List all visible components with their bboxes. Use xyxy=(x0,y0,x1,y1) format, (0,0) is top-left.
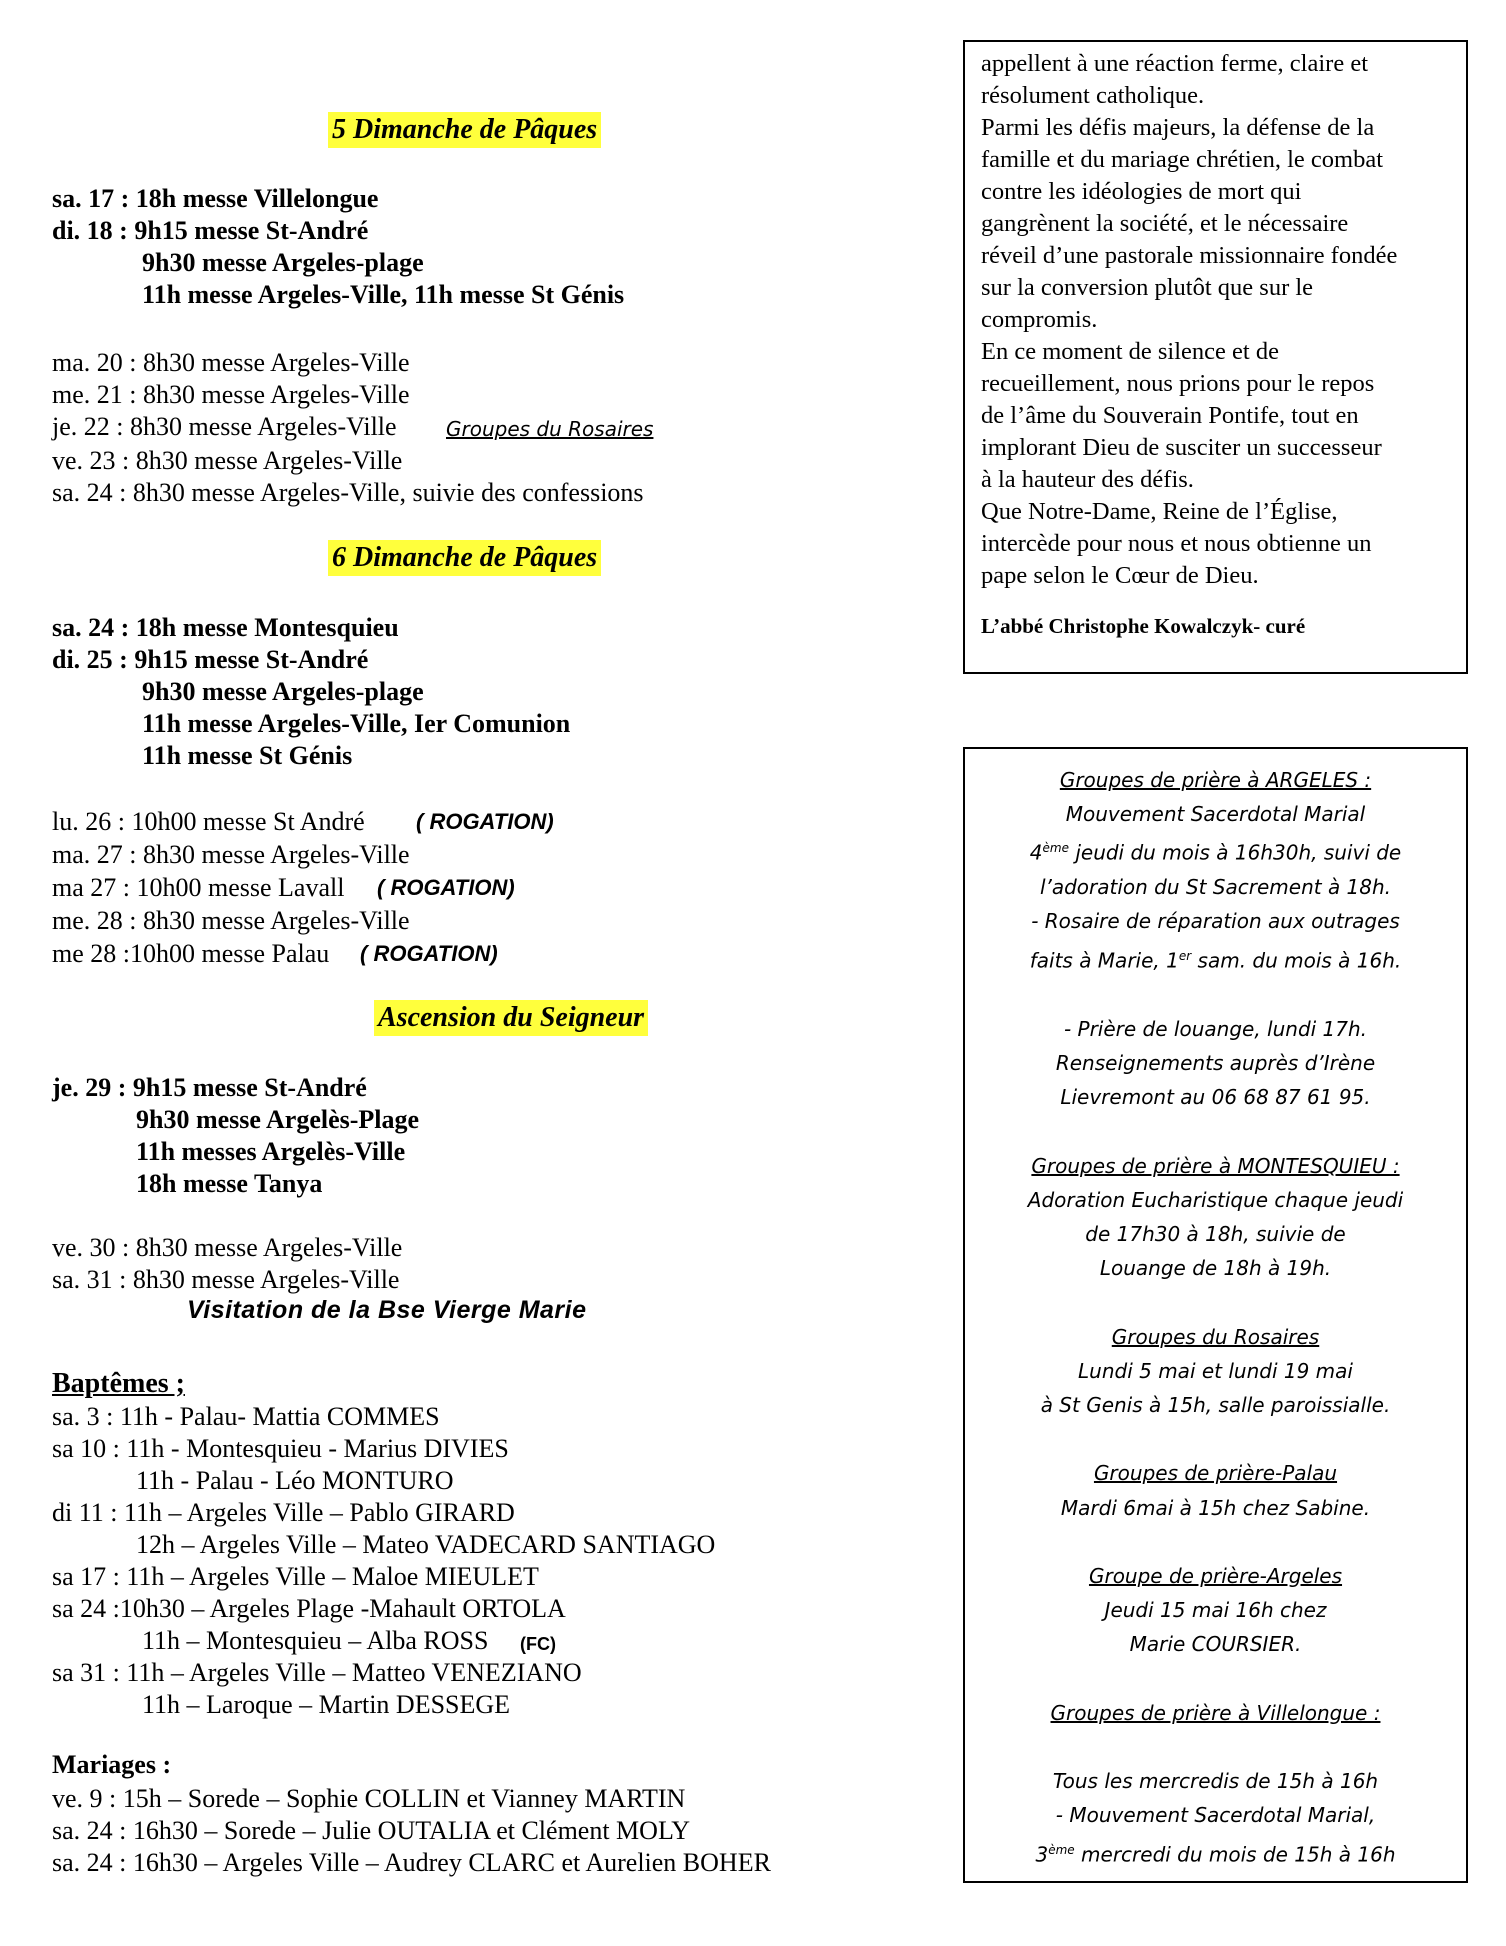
prayer-line: Jeudi 15 mai 16h chez xyxy=(1104,1598,1327,1623)
fc-note: (FC) xyxy=(520,1634,556,1654)
letter-line: implorant Dieu de susciter un successeur xyxy=(981,434,1382,461)
letter-box xyxy=(963,40,1468,674)
weekday-line: me 28 :10h00 messe Palau xyxy=(52,939,330,968)
prayer-line: l’adoration du St Sacrement à 18h. xyxy=(1039,875,1392,900)
prayer-line: Marie COURSIER. xyxy=(1129,1632,1302,1657)
prayer-line: Lundi 5 mai et lundi 19 mai xyxy=(1078,1358,1353,1383)
baptism-line: sa 24 :10h30 – Argeles Plage -Mahault ORTOLA xyxy=(52,1594,566,1623)
mass-line: 9h30 messe Argeles-plage xyxy=(142,248,424,277)
letter-line: contre les idéologies de mort qui xyxy=(981,178,1302,205)
weekday-line: ma 27 : 10h00 messe Lavall xyxy=(52,873,345,902)
marriage-line: sa. 24 : 16h30 – Sorede – Julie OUTALIA et Clément MOLY xyxy=(52,1816,691,1845)
prayer-line: - Mouvement Sacerdotal Marial, xyxy=(1055,1803,1376,1828)
letter-line: résolument catholique. xyxy=(981,82,1205,109)
baptism-line: di 11 : 11h – Argeles Ville – Pablo GIRARD xyxy=(52,1498,515,1527)
letter-line: gangrènent la société, et le nécessaire xyxy=(981,210,1349,237)
weekday-line: sa. 24 : 8h30 messe Argeles-Ville, suivie des confessions xyxy=(52,478,644,507)
letter-line: de l’âme du Souverain Pontife, tout en xyxy=(981,402,1359,429)
mass-line: 11h messes Argelès-Ville xyxy=(136,1137,406,1166)
prayer-line: Louange de 18h à 19h. xyxy=(1099,1256,1332,1281)
baptisms-heading: Baptêmes ; xyxy=(52,1368,185,1399)
mass-line: sa. 24 : 18h messe Montesquieu xyxy=(52,613,399,642)
letter-line: Que Notre-Dame, Reine de l’Église, xyxy=(981,498,1338,525)
mass-line: 11h messe Argeles-Ville, Ier Comunion xyxy=(142,709,571,738)
rosary-note: Groupes du Rosaires xyxy=(446,417,654,441)
heading-easter6: 6 Dimanche de Pâques xyxy=(328,540,601,576)
letter-line: appellent à une réaction ferme, claire et xyxy=(981,50,1369,77)
rogation-note: ( ROGATION) xyxy=(360,941,498,966)
letter-line: recueillement, nous prions pour le repos xyxy=(981,370,1375,397)
weekday-line: ma. 27 : 8h30 messe Argeles-Ville xyxy=(52,840,410,869)
marriages-heading: Mariages : xyxy=(52,1750,172,1779)
prayer-line: Tous les mercredis de 15h à 16h xyxy=(1052,1769,1379,1794)
mass-line: di. 18 : 9h15 messe St-André xyxy=(52,216,369,245)
weekday-line: me. 21 : 8h30 messe Argeles-Ville xyxy=(52,380,410,409)
prayer-group-title: Groupe de prière-Argeles xyxy=(1088,1563,1343,1588)
weekday-line: me. 28 : 8h30 messe Argeles-Ville xyxy=(52,906,410,935)
prayer-group-title: Groupes de prière à MONTESQUIEU : xyxy=(1031,1153,1400,1178)
letter-line: pape selon le Cœur de Dieu. xyxy=(981,562,1259,589)
letter-signature: L’abbé Christophe Kowalczyk- curé xyxy=(981,614,1306,638)
letter-line: intercède pour nous et nous obtienne un xyxy=(981,530,1372,557)
heading-easter5: 5 Dimanche de Pâques xyxy=(328,112,601,148)
prayer-group-title: Groupes de prière à Villelongue : xyxy=(1050,1700,1381,1725)
letter-line: famille et du mariage chrétien, le combat xyxy=(981,146,1384,173)
heading-ascension: Ascension du Seigneur xyxy=(374,1000,648,1036)
rogation-note: ( ROGATION) xyxy=(377,875,515,900)
letter-line: sur la conversion plutôt que sur le xyxy=(981,274,1314,301)
mass-line: 9h30 messe Argeles-plage xyxy=(142,677,424,706)
weekday-line: ve. 23 : 8h30 messe Argeles-Ville xyxy=(52,446,403,475)
prayer-line: Lievremont au 06 68 87 61 95. xyxy=(1060,1085,1371,1110)
rogation-note: ( ROGATION) xyxy=(416,809,554,834)
letter-line: réveil d’une pastorale missionnaire fondée xyxy=(981,242,1398,269)
weekday-line: ma. 20 : 8h30 messe Argeles-Ville xyxy=(52,348,410,377)
prayer-line: - Rosaire de réparation aux outrages xyxy=(1031,909,1400,934)
mass-line: 11h messe Argeles-Ville, 11h messe St Génis xyxy=(142,280,625,309)
baptism-line: 11h – Laroque – Martin DESSEGE xyxy=(142,1690,511,1719)
weekday-line: lu. 26 : 10h00 messe St André xyxy=(52,807,365,836)
letter-line: En ce moment de silence et de xyxy=(981,338,1279,365)
mass-line: 11h messe St Génis xyxy=(142,741,353,770)
baptism-line: 11h - Palau - Léo MONTURO xyxy=(136,1466,454,1495)
baptism-line: sa. 3 : 11h - Palau- Mattia COMMES xyxy=(52,1402,440,1431)
prayer-line: à St Genis à 15h, salle paroissialle. xyxy=(1040,1392,1391,1417)
prayer-line: Adoration Eucharistique chaque jeudi xyxy=(1027,1187,1404,1212)
mass-line: 9h30 messe Argelès-Plage xyxy=(136,1105,420,1134)
visitation-heading: Visitation de la Bse Vierge Marie xyxy=(187,1296,587,1324)
baptism-line: 12h – Argeles Ville – Mateo VADECARD SANTIAGO xyxy=(136,1530,716,1559)
weekday-line: je. 22 : 8h30 messe Argeles-Ville xyxy=(52,412,397,441)
prayer-line: 3ème mercredi du mois de 15h à 16h xyxy=(1035,1842,1396,1867)
prayer-line: Mardi 6mai à 15h chez Sabine. xyxy=(1060,1495,1371,1520)
prayer-group-title: Groupes du Rosaires xyxy=(1111,1324,1320,1349)
letter-line: à la hauteur des défis. xyxy=(981,466,1194,493)
weekday-line: ve. 30 : 8h30 messe Argeles-Ville xyxy=(52,1233,403,1262)
prayer-line: Renseignements auprès d’Irène xyxy=(1055,1050,1376,1075)
baptism-line: sa 10 : 11h - Montesquieu - Marius DIVIES xyxy=(52,1434,509,1463)
prayer-groups-box xyxy=(963,747,1468,1883)
prayer-line: 4ème jeudi du mois à 16h30h, suivi de xyxy=(1029,841,1402,866)
letter-line: compromis. xyxy=(981,306,1098,333)
mass-line: je. 29 : 9h15 messe St-André xyxy=(52,1073,367,1102)
prayer-group-title: Groupes de prière à ARGELES : xyxy=(1059,768,1372,792)
weekday-line: sa. 31 : 8h30 messe Argeles-Ville xyxy=(52,1265,400,1294)
baptism-line: 11h – Montesquieu – Alba ROSS xyxy=(142,1626,489,1655)
letter-line: Parmi les défis majeurs, la défense de la xyxy=(981,114,1375,141)
marriage-line: ve. 9 : 15h – Sorede – Sophie COLLIN et Vianney MARTIN xyxy=(52,1784,686,1813)
prayer-line: - Prière de louange, lundi 17h. xyxy=(1063,1016,1368,1041)
prayer-line: faits à Marie, 1er sam. du mois à 16h. xyxy=(1029,948,1402,973)
baptism-line: sa 31 : 11h – Argeles Ville – Matteo VENEZIANO xyxy=(52,1658,582,1687)
mass-line: sa. 17 : 18h messe Villelongue xyxy=(52,184,379,213)
prayer-group-title: Groupes de prière-Palau xyxy=(1093,1461,1338,1486)
prayer-line: de 17h30 à 18h, suivie de xyxy=(1085,1221,1346,1246)
prayer-line: Mouvement Sacerdotal Marial xyxy=(1065,802,1366,827)
mass-line: 18h messe Tanya xyxy=(136,1169,323,1198)
mass-line: di. 25 : 9h15 messe St-André xyxy=(52,645,369,674)
marriage-line: sa. 24 : 16h30 – Argeles Ville – Audrey CLARC et Aurelien BOHER xyxy=(52,1848,771,1877)
baptism-line: sa 17 : 11h – Argeles Ville – Maloe MIEULET xyxy=(52,1562,539,1591)
